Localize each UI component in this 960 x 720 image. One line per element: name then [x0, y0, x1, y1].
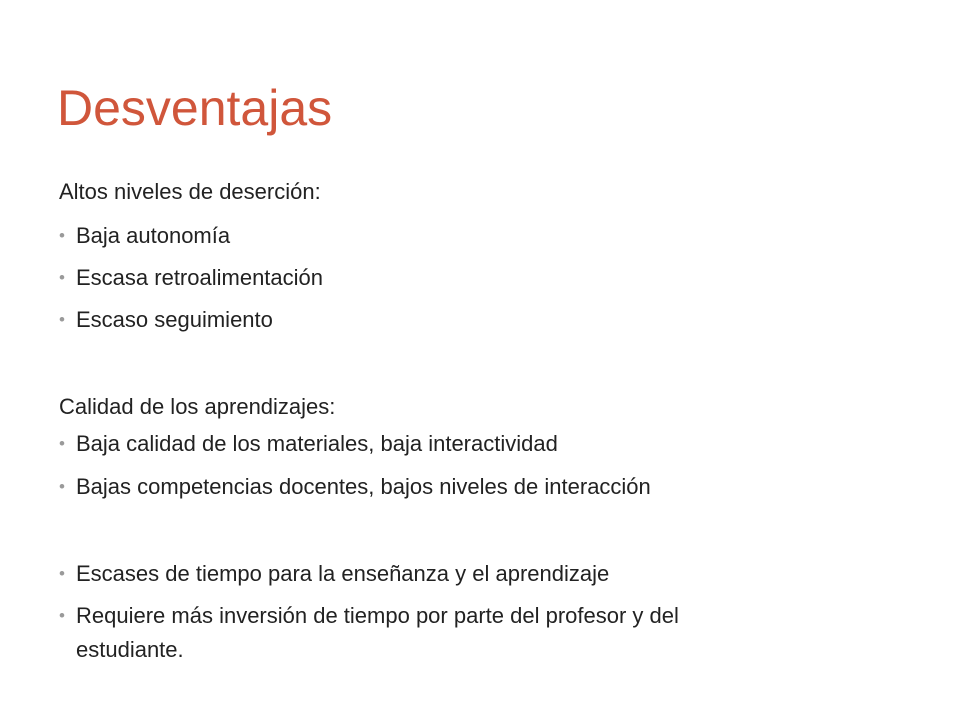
- bullet-text: Baja autonomía: [76, 223, 231, 248]
- bullet-text: Baja calidad de los materiales, baja interactividad: [76, 431, 558, 456]
- slide-title: Desventajas: [57, 80, 333, 136]
- bullet-text: Escaso seguimiento: [76, 307, 273, 332]
- bullet-dot-icon: •: [59, 268, 65, 287]
- bullet-text-continuation: estudiante.: [76, 637, 184, 662]
- bullet-text: Escasa retroalimentación: [76, 265, 324, 290]
- bullet-dot-icon: •: [59, 477, 65, 496]
- bullet-text: Bajas competencias docentes, bajos niveles de interacción: [76, 474, 651, 499]
- bullet-dot-icon: •: [59, 606, 65, 625]
- bullet-text: Escases de tiempo para la enseñanza y el aprendizaje: [76, 561, 610, 586]
- section-heading-desercion: Altos niveles de deserción:: [59, 179, 321, 204]
- bullet-text: Requiere más inversión de tiempo por parte del profesor y del: [76, 603, 679, 628]
- section-heading-calidad: Calidad de los aprendizajes:: [59, 394, 336, 419]
- bullet-dot-icon: •: [59, 226, 65, 245]
- bullet-dot-icon: •: [59, 310, 65, 329]
- bullet-dot-icon: •: [59, 434, 65, 453]
- bullet-dot-icon: •: [59, 564, 65, 583]
